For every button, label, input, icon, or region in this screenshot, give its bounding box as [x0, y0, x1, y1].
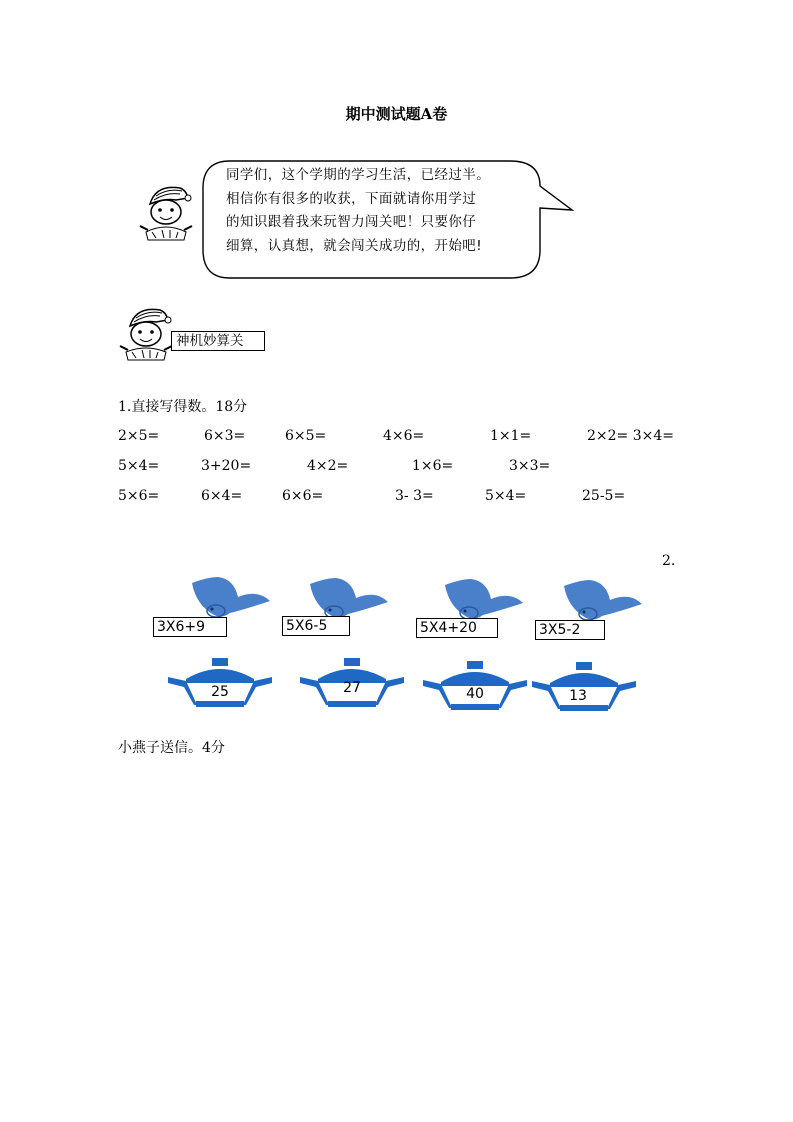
equation: 3- 3= [395, 488, 434, 504]
equation: 6×5= [285, 428, 327, 444]
equation: 5×4= [118, 458, 160, 474]
letter-expression: 5X6-5 [282, 616, 350, 636]
swallow-icon [560, 578, 644, 624]
equation: 25-5= [582, 488, 626, 504]
swallow-icon [188, 575, 272, 621]
intro-line: 同学们，这个学期的学习生活，已经过半。 [226, 167, 491, 183]
equation: 6×4= [201, 488, 243, 504]
equation: 6×6= [282, 488, 324, 504]
pot-number: 40 [466, 686, 484, 702]
pot-number: 13 [569, 688, 587, 704]
mascot-illustration [136, 182, 198, 244]
equation: 1×1= [490, 428, 532, 444]
mascot-illustration [116, 304, 178, 362]
question-2-caption: 小燕子送信。4分 [118, 740, 225, 756]
equation: 5×4= [485, 488, 527, 504]
question-1-title: 1.直接写得数。18分 [118, 399, 248, 415]
pot-number: 27 [343, 680, 361, 696]
intro-line: 相信你有很多的收获，下面就请你用学过 [226, 190, 477, 207]
swallow-icon [441, 577, 525, 623]
intro-line: 细算，认真想，就会闯关成功的，开始吧! [226, 237, 483, 254]
question-2-number: 2. [662, 553, 676, 569]
equation: 2×2= 3×4= [587, 428, 675, 444]
equation: 3+20= [201, 458, 252, 474]
intro-text [226, 164, 526, 258]
letter-expression: 3X6+9 [153, 617, 227, 637]
equation: 2×5= [118, 428, 160, 444]
section-label: 神机妙算关 [171, 331, 265, 351]
intro-line: 的知识跟着我来玩智力闯关吧！只要你仔 [226, 214, 477, 230]
pot-icon [166, 657, 274, 709]
equation: 4×2= [307, 458, 349, 474]
equation: 1×6= [412, 458, 454, 474]
pot-number: 25 [211, 684, 229, 700]
equation: 3×3= [509, 458, 551, 474]
page-title: 期中测试题A卷 [345, 105, 448, 123]
equation: 4×6= [383, 428, 425, 444]
equation: 6×3= [204, 428, 246, 444]
letter-expression: 5X4+20 [416, 618, 498, 638]
letter-expression: 3X5-2 [535, 620, 605, 640]
equation: 5×6= [118, 488, 160, 504]
